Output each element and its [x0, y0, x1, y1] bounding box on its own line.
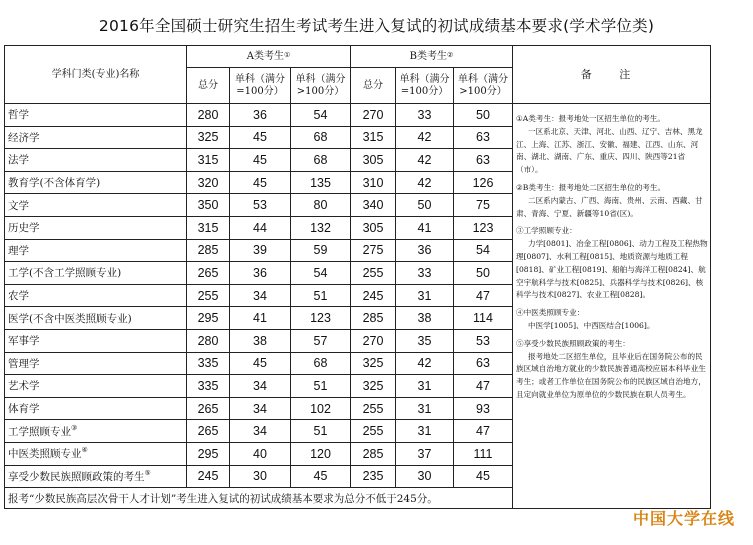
- b-single100-cell: 42: [396, 149, 454, 172]
- note-heading: ④中医类照顾专业：: [516, 308, 585, 318]
- b-total-cell: 285: [351, 442, 396, 465]
- a-total-cell: 295: [187, 307, 230, 330]
- a-single100-cell: 30: [230, 465, 291, 488]
- b-single100-cell: 31: [396, 375, 454, 398]
- subject-cell: 哲学: [5, 104, 187, 127]
- a-single-over100-cell: 45: [291, 465, 351, 488]
- a-single-over100-cell: 51: [291, 284, 351, 307]
- b-single100-header: 单科（满分=100分）: [396, 68, 454, 104]
- a-single100-cell: 36: [230, 104, 291, 127]
- subject-column-header: 学科门类(专业)名称: [5, 46, 187, 104]
- subject-cell: 军事学: [5, 329, 187, 352]
- b-single100-cell: 37: [396, 442, 454, 465]
- a-single100-cell: 34: [230, 397, 291, 420]
- b-total-cell: 270: [351, 329, 396, 352]
- remarks-notes: [513, 104, 711, 509]
- b-single-over100-cell: 63: [454, 149, 513, 172]
- b-total-header: 总分: [351, 68, 396, 104]
- a-total-cell: 285: [187, 239, 230, 262]
- a-total-cell: 335: [187, 352, 230, 375]
- a-single-over100-cell: 68: [291, 149, 351, 172]
- b-total-cell: 255: [351, 397, 396, 420]
- a-total-cell: 350: [187, 194, 230, 217]
- b-single-over100-cell: 63: [454, 126, 513, 149]
- b-total-cell: 270: [351, 104, 396, 127]
- a-single100-cell: 34: [230, 284, 291, 307]
- b-single100-cell: 36: [396, 239, 454, 262]
- b-total-cell: 325: [351, 352, 396, 375]
- subject-cell: 法学: [5, 149, 187, 172]
- b-single-over100-cell: 75: [454, 194, 513, 217]
- a-single100-cell: 34: [230, 375, 291, 398]
- a-total-cell: 255: [187, 284, 230, 307]
- table-row: [5, 104, 711, 127]
- a-total-cell: 295: [187, 442, 230, 465]
- a-single100-cell: 38: [230, 329, 291, 352]
- subject-cell: 农学: [5, 284, 187, 307]
- note-body: 报考地处二区招生单位，且毕业后在国务院公布的民族区域自治地方就业的少数民族普通高校应届本科毕业生考生；或者工作单位在国务院公布的民族区域自治地方，且定向就业单位为原单位的少数民族在职人员考生。: [516, 351, 706, 399]
- a-total-cell: 315: [187, 149, 230, 172]
- subject-cell: 理学: [5, 239, 187, 262]
- b-single-over100-cell: 50: [454, 104, 513, 127]
- b-single-over100-cell: 50: [454, 262, 513, 285]
- b-single100-cell: 31: [396, 284, 454, 307]
- a-single-over100-cell: 123: [291, 307, 351, 330]
- b-single-over100-cell: 93: [454, 397, 513, 420]
- a-total-cell: 280: [187, 329, 230, 352]
- a-single-over100-cell: 59: [291, 239, 351, 262]
- b-single-over100-cell: 45: [454, 465, 513, 488]
- a-total-header: 总分: [187, 68, 230, 104]
- subject-cell: 医学(不含中医类照顾专业): [5, 307, 187, 330]
- b-single-over100-cell: 47: [454, 375, 513, 398]
- a-single100-cell: 45: [230, 171, 291, 194]
- b-total-cell: 285: [351, 307, 396, 330]
- a-single-over100-cell: 54: [291, 104, 351, 127]
- a-single100-cell: 36: [230, 262, 291, 285]
- a-single-over100-header: 单科（满分>100分）: [291, 68, 351, 104]
- b-single-over100-cell: 54: [454, 239, 513, 262]
- a-single-over100-cell: 80: [291, 194, 351, 217]
- b-single100-cell: 30: [396, 465, 454, 488]
- page-title: 2016年全国硕士研究生招生考试考生进入复试的初试成绩基本要求(学术学位类): [98, 17, 655, 35]
- remarks-header: 备 注: [513, 46, 711, 104]
- a-single100-cell: 45: [230, 126, 291, 149]
- b-single100-cell: 38: [396, 307, 454, 330]
- b-single-over100-cell: 126: [454, 171, 513, 194]
- a-single100-cell: 44: [230, 216, 291, 239]
- a-total-cell: 280: [187, 104, 230, 127]
- subject-cell: 教育学(不含体育学): [5, 171, 187, 194]
- b-single-over100-cell: 47: [454, 420, 513, 443]
- subject-cell: 体育学: [5, 397, 187, 420]
- note-heading: ①A类考生：报考地处一区招生单位的考生。: [516, 114, 665, 123]
- b-single100-cell: 33: [396, 262, 454, 285]
- b-total-cell: 315: [351, 126, 396, 149]
- table-body: [5, 104, 711, 509]
- a-single100-cell: 39: [230, 239, 291, 262]
- a-total-cell: 315: [187, 216, 230, 239]
- a-single-over100-cell: 51: [291, 420, 351, 443]
- a-single100-cell: 34: [230, 420, 291, 443]
- b-total-cell: 245: [351, 284, 396, 307]
- group-b-header: B类考生②: [351, 46, 513, 68]
- a-single-over100-cell: 132: [291, 216, 351, 239]
- note-body: 二区系内蒙古、广西、海南、贵州、云南、西藏、甘肃、青海、宁夏、新疆等10省(区)。: [516, 195, 703, 218]
- a-total-cell: 265: [187, 262, 230, 285]
- note-body: 力学[0801]、冶金工程[0806]、动力工程及工程热物理[0807]、水利工程[0815]、地质资源与地质工程[0818]、矿业工程[0819]、船舶与海洋工程[0824]、航空宇航科学与技术[0825]、兵器科学与技术[0826]、核科学与技术[0827]、农业工程[0828]。: [516, 239, 708, 300]
- subject-cell: 历史学: [5, 216, 187, 239]
- a-single-over100-cell: 68: [291, 126, 351, 149]
- b-total-cell: 255: [351, 262, 396, 285]
- a-single100-cell: 40: [230, 442, 291, 465]
- a-single-over100-cell: 57: [291, 329, 351, 352]
- b-single-over100-cell: 111: [454, 442, 513, 465]
- subject-cell: 工学(不含工学照顾专业): [5, 262, 187, 285]
- a-total-cell: 335: [187, 375, 230, 398]
- a-single100-header: 单科（满分=100分）: [230, 68, 291, 104]
- a-single-over100-cell: 102: [291, 397, 351, 420]
- footer-note: 报考“少数民族高层次骨干人才计划”考生进入复试的初试成绩基本要求为总分不低于245分。: [5, 488, 513, 509]
- score-table: [4, 45, 711, 509]
- a-single-over100-cell: 51: [291, 375, 351, 398]
- b-single-over100-cell: 47: [454, 284, 513, 307]
- b-single100-cell: 42: [396, 352, 454, 375]
- b-single-over100-cell: 53: [454, 329, 513, 352]
- b-total-cell: 325: [351, 375, 396, 398]
- b-single100-cell: 41: [396, 216, 454, 239]
- note-heading: ②B类考生：报考地处二区招生单位的考生。: [516, 182, 666, 192]
- subject-cell: 工学照顾专业③: [5, 420, 187, 443]
- subject-cell: 艺术学: [5, 375, 187, 398]
- b-single100-cell: 35: [396, 329, 454, 352]
- watermark-logo: 中国大学在线: [632, 509, 735, 528]
- b-total-cell: 275: [351, 239, 396, 262]
- b-single100-cell: 50: [396, 194, 454, 217]
- note-heading: ③工学照顾专业：: [516, 226, 577, 236]
- subject-cell: 享受少数民族照顾政策的考生⑤: [5, 465, 187, 488]
- b-single100-cell: 31: [396, 420, 454, 443]
- b-total-cell: 340: [351, 194, 396, 217]
- a-single-over100-cell: 135: [291, 171, 351, 194]
- b-single-over100-cell: 114: [454, 307, 513, 330]
- a-single-over100-cell: 120: [291, 442, 351, 465]
- b-single100-cell: 31: [396, 397, 454, 420]
- subject-cell: 中医类照顾专业④: [5, 442, 187, 465]
- b-total-cell: 305: [351, 149, 396, 172]
- b-single100-cell: 42: [396, 126, 454, 149]
- a-total-cell: 325: [187, 126, 230, 149]
- note-body: 中医学[1005]、中西医结合[1006]。: [528, 320, 655, 330]
- note-body: 一区系北京、天津、河北、山西、辽宁、吉林、黑龙江、上海、江苏、浙江、安徽、福建、江西、山东、河南、湖北、湖南、广东、重庆、四川、陕西等21省（市）。: [516, 126, 703, 175]
- a-single-over100-cell: 54: [291, 262, 351, 285]
- a-total-cell: 320: [187, 171, 230, 194]
- b-single-over100-header: 单科（满分>100分）: [454, 68, 513, 104]
- a-single100-cell: 45: [230, 352, 291, 375]
- b-total-cell: 310: [351, 171, 396, 194]
- subject-cell: 经济学: [5, 126, 187, 149]
- b-single100-cell: 33: [396, 104, 454, 127]
- subject-cell: 管理学: [5, 352, 187, 375]
- a-single100-cell: 41: [230, 307, 291, 330]
- b-single100-cell: 42: [396, 171, 454, 194]
- note-heading: ⑤享受少数民族照顾政策的考生：: [516, 338, 630, 348]
- group-a-header: A类考生①: [187, 46, 351, 68]
- a-total-cell: 245: [187, 465, 230, 488]
- subject-cell: 文学: [5, 194, 187, 217]
- b-total-cell: 255: [351, 420, 396, 443]
- b-total-cell: 305: [351, 216, 396, 239]
- a-total-cell: 265: [187, 397, 230, 420]
- a-single100-cell: 45: [230, 149, 291, 172]
- a-single100-cell: 53: [230, 194, 291, 217]
- b-single-over100-cell: 123: [454, 216, 513, 239]
- a-total-cell: 265: [187, 420, 230, 443]
- a-single-over100-cell: 68: [291, 352, 351, 375]
- b-total-cell: 235: [351, 465, 396, 488]
- b-single-over100-cell: 63: [454, 352, 513, 375]
